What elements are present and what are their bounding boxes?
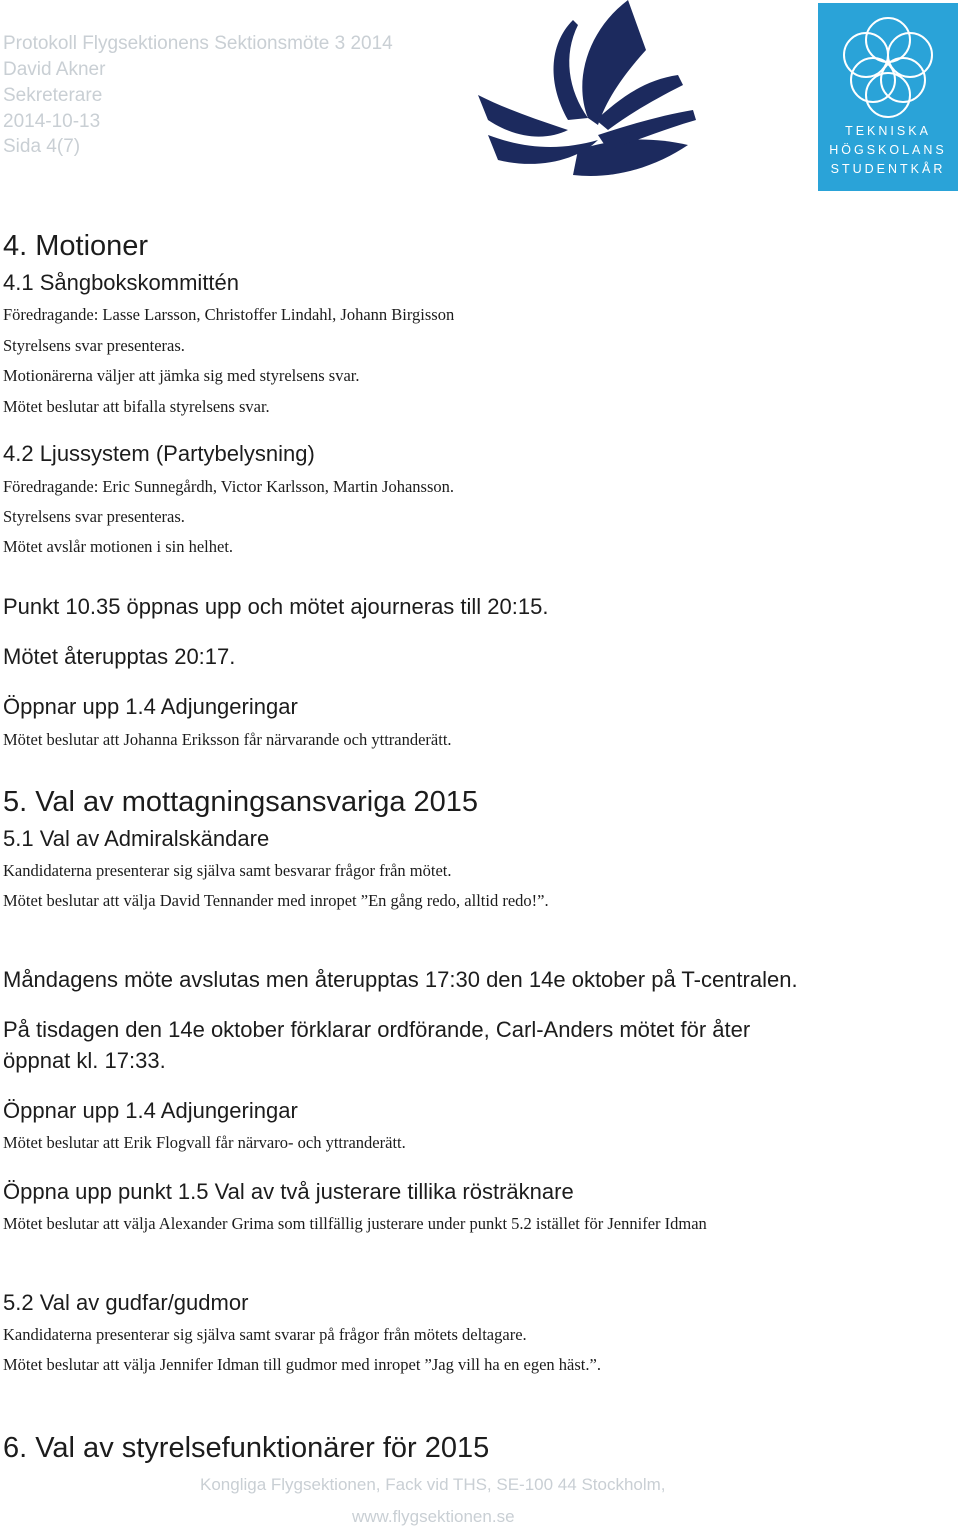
section-4-2-heading: 4.2 Ljussystem (Partybelysning) — [3, 441, 315, 466]
ths-logo — [818, 3, 958, 191]
ths-logo-line2: HÖGSKOLANS — [829, 143, 947, 157]
monday-note: Måndagens möte avslutas men återupptas 17:30 den 14e oktober på T-centralen. — [3, 967, 798, 992]
section-4-1-line: Motionärerna väljer att jämka sig med styrelsens svar. — [3, 366, 360, 385]
ths-logo-line3: STUDENTKÅR — [830, 162, 946, 176]
footer-address: Kongliga Flygsektionen, Fack vid THS, SE-100 44 Stockholm, — [200, 1475, 666, 1494]
section-4-2-line: Föredragande: Eric Sunnegårdh, Victor Karlsson, Martin Johansson. — [3, 477, 454, 496]
ths-logo-line1: TEKNISKA — [845, 124, 931, 138]
author-name: David Akner — [3, 59, 106, 80]
reopen-line: Mötet beslutar att Johanna Eriksson får närvarande och yttranderätt. — [3, 730, 452, 749]
reopen-heading: Öppna upp punkt 1.5 Val av två justerare tillika rösträknare — [3, 1179, 574, 1204]
section-5-2-heading: 5.2 Val av gudfar/gudmor — [3, 1290, 249, 1315]
reopen-heading: Öppnar upp 1.4 Adjungeringar — [3, 1098, 298, 1123]
page-number: Sida 4(7) — [3, 136, 81, 157]
section-4-1-line: Styrelsens svar presenteras. — [3, 336, 185, 355]
section-6-heading: 6. Val av styrelsefunktionärer för 2015 — [3, 1432, 490, 1464]
author-role: Sekreterare — [3, 85, 103, 106]
section-4-2-line: Styrelsens svar presenteras. — [3, 507, 185, 526]
tuesday-note-line2: öppnat kl. 17:33. — [3, 1048, 166, 1073]
reopen-line: Mötet beslutar att välja Alexander Grima som tillfällig justerare under punkt 5.2 istället för Jennifer Idman — [3, 1214, 707, 1233]
section-5-1-heading: 5.1 Val av Admiralskändare — [3, 826, 270, 851]
document-date: 2014-10-13 — [3, 111, 101, 132]
tuesday-note-line1: På tisdagen den 14e oktober förklarar ordförande, Carl-Anders mötet för åter — [3, 1017, 751, 1042]
adjournment-note: Punkt 10.35 öppnas upp och mötet ajourneras till 20:15. — [3, 594, 549, 619]
document-title: Protokoll Flygsektionens Sektionsmöte 3 2014 — [3, 33, 393, 54]
resume-note: Mötet återupptas 20:17. — [3, 644, 236, 669]
footer-website[interactable]: www.flygsektionen.se — [352, 1507, 515, 1526]
section-4-1-line: Föredragande: Lasse Larsson, Christoffer Lindahl, Johann Birgisson — [3, 305, 455, 324]
section-5-1-line: Mötet beslutar att välja David Tennander med inropet ”En gång redo, alltid redo!”. — [3, 891, 549, 910]
ths-rings-icon — [833, 15, 943, 120]
reopen-heading: Öppnar upp 1.4 Adjungeringar — [3, 694, 298, 719]
section-5-2-line: Kandidaterna presenterar sig själva samt svarar på frågor från mötets deltagare. — [3, 1325, 527, 1344]
section-4-2-line: Mötet avslår motionen i sin helhet. — [3, 537, 234, 556]
flygsektionen-logo — [478, 0, 698, 190]
section-5-1-line: Kandidaterna presenterar sig själva samt besvarar frågor från mötet. — [3, 861, 452, 880]
section-4-1-line: Mötet beslutar att bifalla styrelsens svar. — [3, 397, 270, 416]
section-5-heading: 5. Val av mottagningsansvariga 2015 — [3, 786, 479, 818]
section-5-2-line: Mötet beslutar att välja Jennifer Idman till gudmor med inropet ”Jag vill ha en egen häst.”. — [3, 1355, 601, 1374]
section-4-heading: 4. Motioner — [3, 230, 149, 262]
section-4-1-heading: 4.1 Sångbokskommittén — [3, 270, 240, 295]
reopen-line: Mötet beslutar att Erik Flogvall får närvaro- och yttranderätt. — [3, 1133, 406, 1152]
